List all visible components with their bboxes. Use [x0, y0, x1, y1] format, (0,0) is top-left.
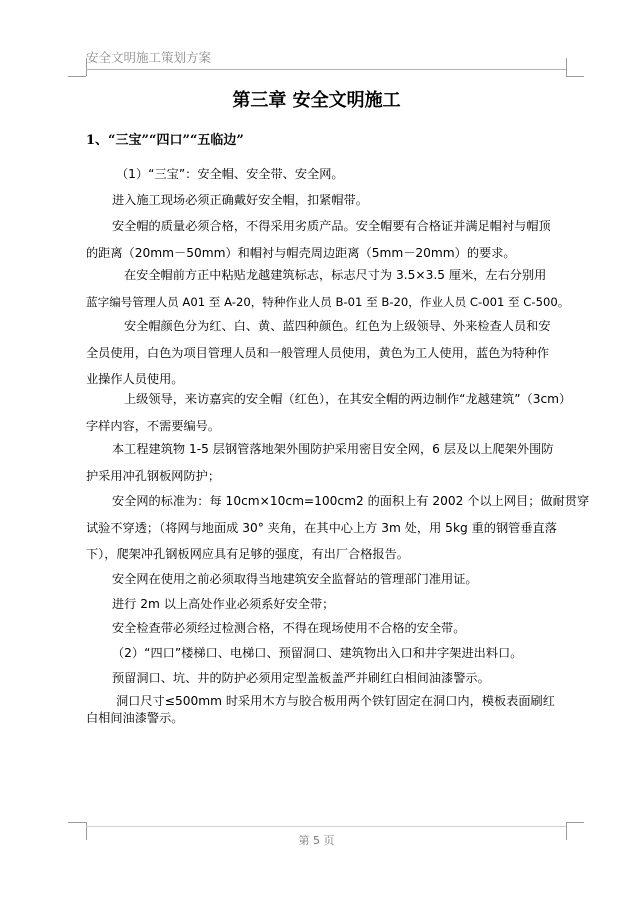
paragraph-helmet-quality: 安全帽的质量必须合格，不得采用劣质产品。安全帽要有合格证并满足帽衬与帽顶 的距离（20mm－50mm）和帽衬与帽壳周边距离（5mm－20mm）的要求。	[86, 219, 551, 260]
paragraph-opening-cover: 预留洞口、坑、井的防护必须用定型盖板盖严并刷红白相间油漆警示。	[112, 671, 490, 685]
crop-mark-top-right-h	[566, 76, 584, 77]
paragraph-leader-helmet: 上级领导，来访嘉宾的安全帽（红色），在其安全帽的两边制作“龙越建筑”（3cm） 字样内容，不需要编号。	[86, 392, 572, 433]
crop-mark-bottom-left-h	[68, 822, 86, 823]
crop-mark-bottom-right-h	[566, 822, 584, 823]
page-footer	[0, 832, 633, 848]
paragraph-helmet-logo: 在安全帽前方正中粘贴龙越建筑标志，标志尺寸为 3.5×3.5 厘米，左右分别用 蓝字编号管理人员 A01 至 A-20，特种作业人员 B-01 至 B-20，作业人员 C-001 至 C-500。	[86, 268, 570, 309]
section-heading: 1、“三宝”“四口”“五临边”	[86, 133, 244, 148]
paragraph-sanbao-intro: （1）“三宝”：安全帽、安全带、安全网。	[116, 167, 344, 181]
chapter-title: 第三章 安全文明施工	[232, 90, 401, 111]
paragraph-helmet-colors: 安全帽颜色分为红、白、黄、蓝四种颜色。红色为上级领导、外来检查人员和安 全员使用，白色为项目管理人员和一般管理人员使用，黄色为工人使用，蓝色为特种作 业操作人员使用。	[86, 319, 551, 386]
crop-mark-top-right-v	[566, 58, 567, 76]
paragraph-safety-net-standard: 安全网的标准为：每 10cm×10cm=100cm2 的面积上有 2002 个以上网目；做耐贯穿 试验不穿透；（将网与地面成 30° 夹角，在其中心上方 3m 处，用 5kg 重的钢管垂直落 下），爬架冲孔钢板网应具有足够的强度，有出厂合格报告。	[86, 494, 590, 561]
page-number: 第 5 页	[298, 834, 335, 847]
crop-mark-top-left-h	[68, 76, 86, 77]
page-header: 安全文明施工策划方案	[86, 50, 212, 65]
paragraph-harness-height: 进行 2m 以上高处作业必须系好安全带；	[112, 597, 335, 611]
paragraph-harness-inspection: 安全检查带必须经过检测合格，不得在现场使用不合格的安全带。	[112, 621, 466, 635]
header-divider	[86, 69, 566, 70]
footer-divider	[86, 826, 566, 827]
paragraph-sikou-intro: （2）“四口”楼梯口、电梯口、预留洞口、建筑物出入口和井字架进出料口。	[112, 646, 523, 660]
paragraph-safety-net-scope: 本工程建筑物 1-5 层钢管落地架外围防护采用密目安全网，6 层及以上爬架外围防 护采用冲孔钢板网防护；	[86, 442, 554, 483]
paragraph-wear-helmet: 进入施工现场必须正确戴好安全帽，扣紧帽带。	[112, 193, 368, 207]
paragraph-opening-size: 洞口尺寸≤500mm 时采用木方与胶合板用两个铁钉固定在洞口内，模板表面刷红 白相间油漆警示。	[86, 694, 555, 725]
paragraph-net-permit: 安全网在使用之前必须取得当地建筑安全监督站的管理部门准用证。	[112, 572, 478, 586]
